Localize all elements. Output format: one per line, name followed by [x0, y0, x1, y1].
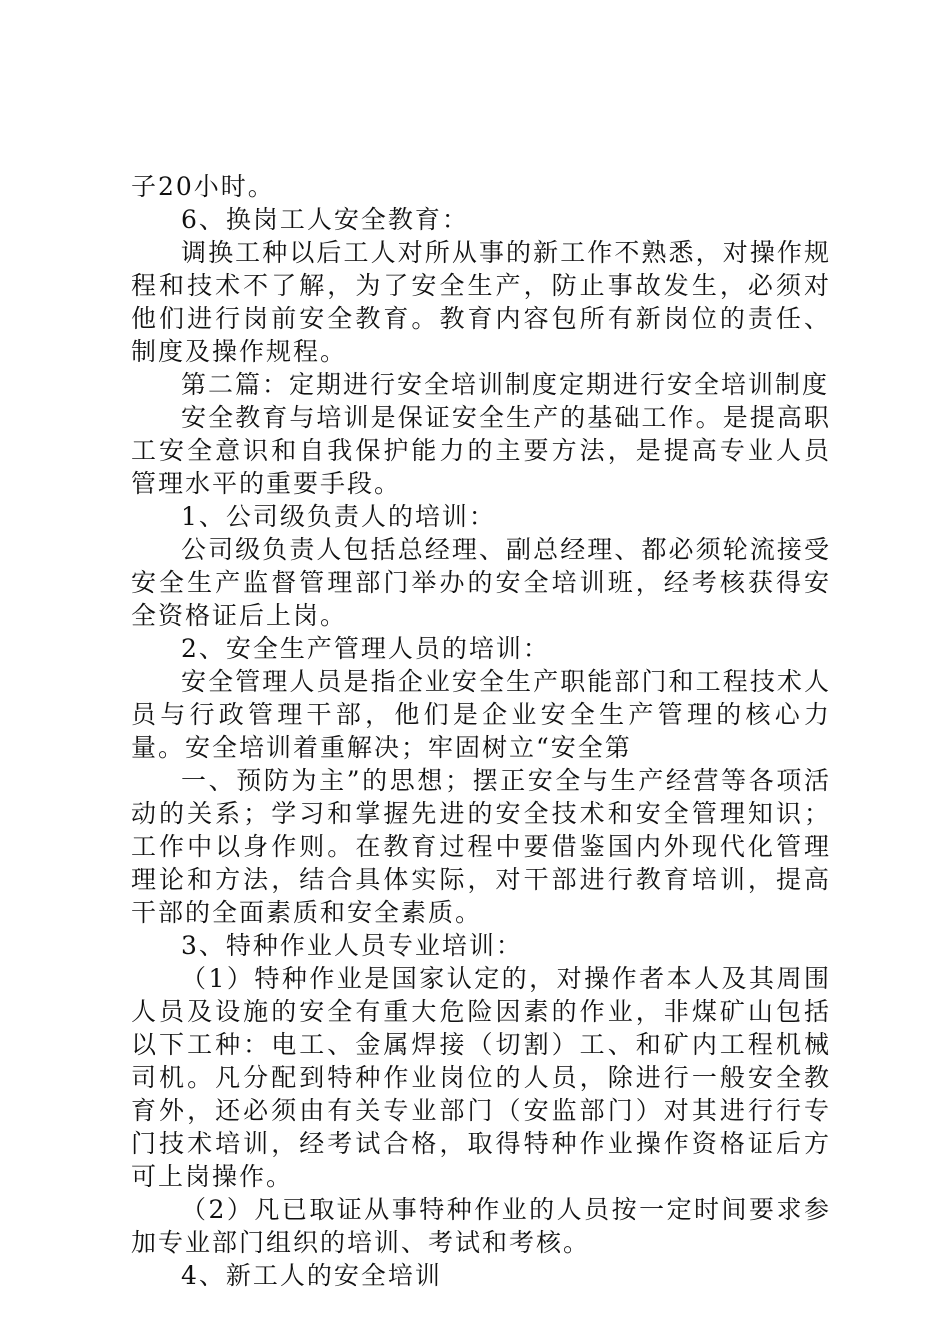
paragraph-special-operations-2: （2）凡已取证从事特种作业的人员按一定时间要求参加专业部门组织的培训、考试和考核。: [131, 1195, 831, 1257]
paragraph-intro: 安全教育与培训是保证安全生产的基础工作。是提高职工安全意识和自我保护能力的主要方法，是提高专业人员管理水平的重要手段。: [131, 403, 831, 498]
heading-company-leaders: 1、公司级负责人的培训：: [181, 502, 496, 531]
paragraph-company-leaders: 公司级负责人包括总经理、副总经理、都必须轮流接受安全生产监督管理部门举办的安全培训班，经考核获得安全资格证后上岗。: [131, 535, 831, 630]
heading-special-operations: 3、特种作业人员专业培训：: [181, 931, 523, 960]
heading-chapter-two: 第二篇：定期进行安全培训制度定期进行安全培训制度: [181, 370, 830, 399]
heading-job-change-education: 6、换岗工人安全教育：: [181, 205, 469, 234]
heading-new-workers: 4、新工人的安全培训: [181, 1261, 442, 1290]
document-body: [131, 170, 831, 1292]
paragraph-job-change-content: 调换工种以后工人对所从事的新工作不熟悉，对操作规程和技术不了解，为了安全生产，防止事故发生，必须对他们进行岗前安全教育。教育内容包所有新岗位的责任、制度及操作规程。: [131, 238, 831, 366]
paragraph-safety-managers: 安全管理人员是指企业安全生产职能部门和工程技术人员与行政管理干部，他们是企业安全生产管理的核心力量。安全培训着重解决；牢固树立“安全第: [131, 667, 831, 762]
paragraph-continuation: 子20小时。: [131, 172, 275, 201]
paragraph-special-operations-1: （1）特种作业是国家认定的，对操作者本人及其周围人员及设施的安全有重大危险因素的作业，非煤矿山包括以下工种：电工、金属焊接（切割）工、和矿内工程机械司机。凡分配到特种作业岗位的人员，除进行一般安全教育外，还必须由有关专业部门（安监部门）对其进行行专门技术培训，经考试合格，取得特种作业操作资格证后方可上岗操作。: [131, 964, 831, 1191]
heading-safety-managers: 2、安全生产管理人员的培训：: [181, 634, 550, 663]
paragraph-safety-managers-cont: 一、预防为主”的思想；摆正安全与生产经营等各项活动的关系；学习和掌握先进的安全技术和安全管理知识；工作中以身作则。在教育过程中要借鉴国内外现代化管理理论和方法，结合具体实际，对干部进行教育培训，提高干部的全面素质和安全素质。: [131, 766, 831, 927]
